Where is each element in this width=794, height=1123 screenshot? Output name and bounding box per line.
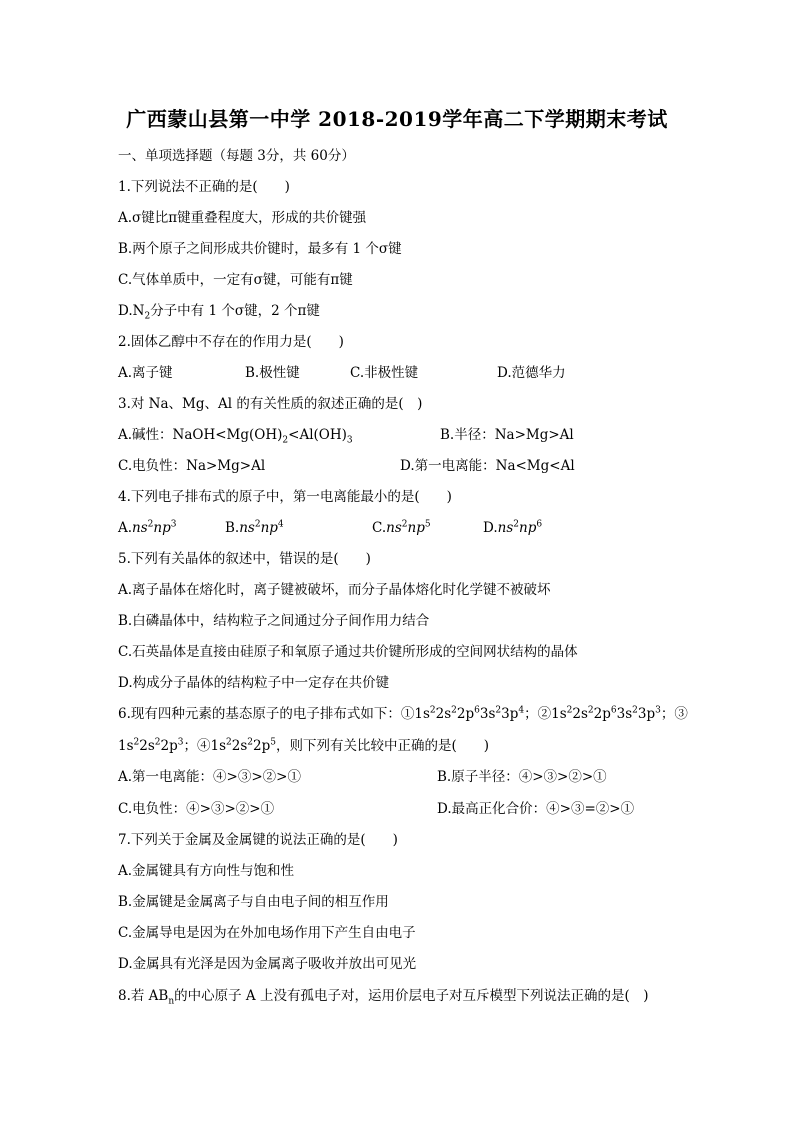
question-7-option-b: B.金属键是金属离子与自由电子间的相互作用 xyxy=(118,894,389,910)
question-8-stem: 8.若 $AB_n$的中心原子 A 上没有孤电子对，运用价层电子对互斥模型下列说法正确的是( ) xyxy=(118,988,649,1007)
question-1-option-c: C.气体单质中，一定有σ键，可能有π键 xyxy=(118,272,353,288)
question-2-option-d: D.范德华力 xyxy=(497,365,566,381)
question-1-option-b: B.两个原子之间形成共价键时，最多有 1 个σ键 xyxy=(118,241,402,257)
question-5-stem: 5.下列有关晶体的叙述中，错误的是( ) xyxy=(118,551,371,567)
question-5-option-a: A.离子晶体在熔化时，离子键被破坏，而分子晶体熔化时化学键不被破坏 xyxy=(118,582,551,598)
question-3-option-a: A.碱性：$NaOH<Mg(OH)_2<Al(OH)_3$ xyxy=(118,427,353,446)
question-4-option-b: $B.ns^2np^4$ xyxy=(225,519,284,536)
question-4-stem: 4.下列电子排布式的原子中，第一电离能最小的是( ) xyxy=(118,489,452,505)
question-2-stem: 2.固体乙醇中不存在的作用力是( ) xyxy=(118,334,344,350)
exam-title: 广西蒙山县第一中学 2018-2019学年高二下学期期末考试 xyxy=(126,107,668,131)
question-5-option-c: C.石英晶体是直接由硅原子和氧原子通过共价键所形成的空间网状结构的晶体 xyxy=(118,644,578,660)
question-3-option-b: B.半径：Na>Mg>Al xyxy=(440,427,574,443)
question-3-option-c: C.电负性：Na>Mg>Al xyxy=(118,458,266,474)
question-5-option-d: D.构成分子晶体的结构粒子中一定存在共价键 xyxy=(118,675,390,691)
question-6-stem-line-2: $1s^22s^22p^3$；$④1s^22s^22p^5$，则下列有关比较中正确的是( ) xyxy=(118,737,490,754)
question-2-option-a: A.离子键 xyxy=(118,365,173,381)
question-4-option-a: $A.ns^2np^3$ xyxy=(118,519,177,536)
question-1-option-d: $D.N_2$分子中有 1 个σ键，2 个π键 xyxy=(118,303,320,322)
question-6-stem-line-1: 6.现有四种元素的基态原子的电子排布式如下：$①1s^22s^22p^63s^23p^4$；$②1s^22s^22p^63s^23p^3$；③ xyxy=(118,705,688,722)
question-1-stem: 1.下列说法不正确的是( ) xyxy=(118,179,290,195)
section-heading: 一、单项选择题（每题 3分，共 60分） xyxy=(118,148,355,164)
question-4-option-d: $D.ns^2np^6$ xyxy=(483,519,543,536)
question-4-option-c: $C.ns^2np^5$ xyxy=(372,519,431,536)
question-6-option-d: D.最高正化合价：④>③=②>① xyxy=(437,801,635,817)
question-2-option-b: B.极性键 xyxy=(245,365,300,381)
question-6-option-c: C.电负性：④>③>②>① xyxy=(118,801,275,817)
question-7-option-d: D.金属具有光泽是因为金属离子吸收并放出可见光 xyxy=(118,956,417,972)
question-6-option-a: A.第一电离能：④>③>②>① xyxy=(118,769,301,785)
question-1-option-a: A.σ键比π键重叠程度大，形成的共价键强 xyxy=(118,210,367,226)
question-6-option-b: B.原子半径：④>③>②>① xyxy=(437,769,607,785)
question-7-option-a: A.金属键具有方向性与饱和性 xyxy=(118,863,295,879)
question-3-option-d: D.第一电离能：Na<Mg<Al xyxy=(400,458,575,474)
question-3-stem: 3.对 Na、Mg、Al 的有关性质的叙述正确的是( ) xyxy=(118,396,423,412)
question-7-option-c: C.金属导电是因为在外加电场作用下产生自由电子 xyxy=(118,925,416,941)
question-5-option-b: B.白磷晶体中，结构粒子之间通过分子间作用力结合 xyxy=(118,613,430,629)
question-7-stem: 7.下列关于金属及金属键的说法正确的是( ) xyxy=(118,832,398,848)
question-2-option-c: C.非极性键 xyxy=(350,365,419,381)
